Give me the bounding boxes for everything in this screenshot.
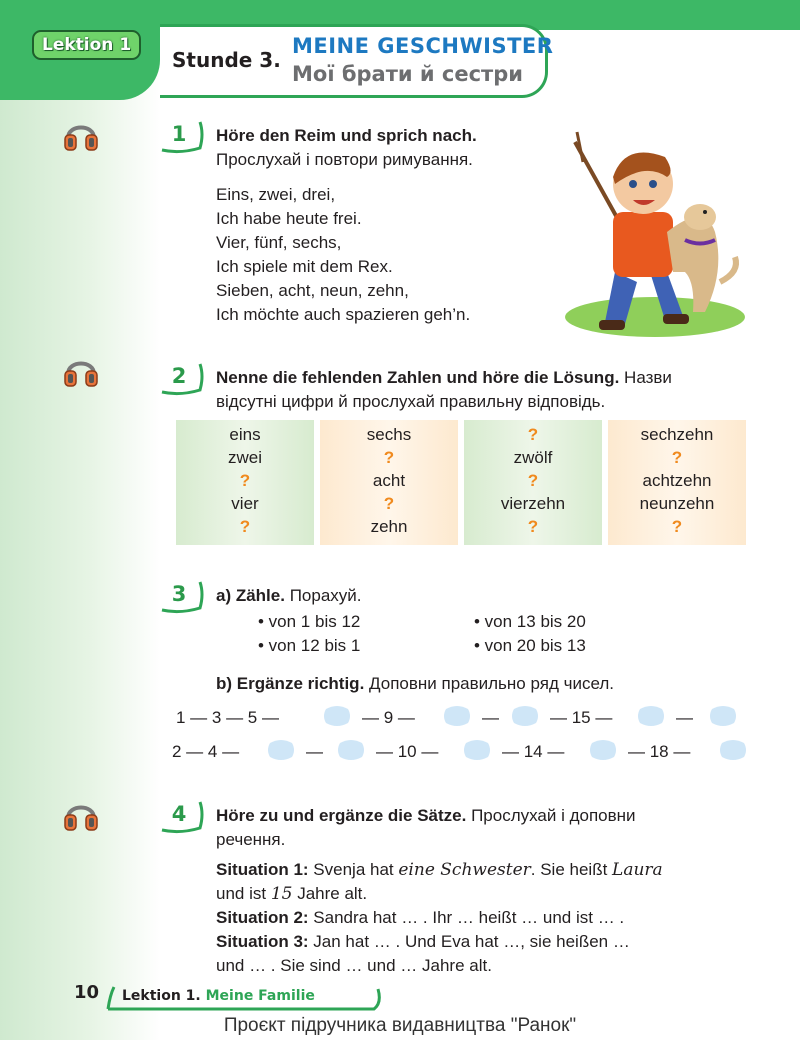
grid-cell: zehn [370,517,408,536]
blank-cloud[interactable] [718,737,748,763]
grid-cell-missing: ? [383,448,395,467]
exercise-4-translation: речення. [216,830,286,849]
blank-cloud[interactable] [708,703,738,729]
situation-1 [216,858,756,882]
grid-cell-missing: ? [239,471,251,490]
grid-cell: vier [231,494,259,513]
sequence-segment: 2 — 4 — [172,742,240,761]
number-column [176,420,314,545]
sequence-segment: — 18 — [628,742,691,761]
grid-cell: acht [372,471,406,490]
situation-text: und ist [216,884,267,903]
count-range: • von 13 bis 20 [474,612,586,631]
blank-cloud[interactable] [462,737,492,763]
count-range: • von 12 bis 1 [258,636,361,655]
grid-cell: achtzehn [642,471,712,490]
exercise-1-translation: Прослухай і повтори римування. [216,150,473,169]
exercise-3a-translation: Порахуй. [289,586,362,605]
situation-text: . Sie heißt [530,860,608,879]
handwritten-answer: Laura [612,860,663,880]
count-range: • von 20 bis 13 [474,636,586,655]
footer-lektion: Lektion 1. [122,988,201,1004]
number-grid [176,420,746,545]
exercise-4-number: 4 [160,800,198,832]
exercise-1-instruction: Höre den Reim und sprich nach. [216,126,477,145]
grid-cell-missing: ? [527,517,539,536]
blank-cloud[interactable] [588,737,618,763]
grid-cell-missing: ? [671,517,683,536]
headphones-icon[interactable] [62,116,100,154]
blank-cloud[interactable] [636,703,666,729]
blank-cloud[interactable] [442,703,472,729]
exercise-2-translation-start: Назви [624,368,672,387]
grid-cell: sechs [366,425,412,444]
exercise-4-instruction-de: Höre zu und ergänze die Sätze. [216,806,467,825]
situation-2 [216,906,624,930]
rhyme-line: Ich spiele mit dem Rex. [216,257,393,276]
footer-title [122,988,315,1004]
situation-label: Situation 2: [216,908,309,927]
sequence-segment: 1 — 3 — 5 — [176,708,279,727]
sequence-segment: — 9 — [362,708,415,727]
grid-cell: sechzehn [640,425,714,444]
exercise-3b-label: b) Ergänze richtig. [216,674,365,693]
grid-cell: zwei [227,448,262,467]
exercise-3a-label: a) Zähle. [216,586,285,605]
sequence-segment: — 14 — [502,742,565,761]
page-title-german: MEINE GESCHWISTER [292,34,554,58]
blank-cloud[interactable] [336,737,366,763]
situation-3-continued: und … . Sie sind … und … Jahre alt. [216,956,492,975]
rhyme-line: Ich habe heute frei. [216,209,362,228]
exercise-3a-instruction [216,584,362,608]
number-column [464,420,602,545]
rhyme-line: Eins, zwei, drei, [216,185,336,204]
exercise-4-instruction [216,804,756,828]
footer-topic: Meine Familie [205,988,315,1004]
grid-cell-missing: ? [671,448,683,467]
sequence-segment: — 10 — [376,742,439,761]
lektion-badge: Lektion 1 [32,30,141,60]
exercise-2-instruction-de: Nenne die fehlenden Zahlen und höre die Lösung. [216,368,620,387]
situation-text: Jahre alt. [297,884,368,903]
grid-cell: zwölf [513,448,553,467]
situation-3 [216,930,630,954]
exercise-2-translation: відсутні цифри й прослухай правильну відповідь. [216,392,606,411]
exercise-4-translation-start: Прослухай і доповни [471,806,636,825]
grid-cell: neunzehn [639,494,715,513]
sequence-segment: — [676,708,693,727]
grid-cell-missing: ? [383,494,395,513]
blank-cloud[interactable] [322,703,352,729]
situation-1-continued [216,882,367,906]
left-margin-strip [0,0,160,1040]
count-range: • von 1 bis 12 [258,612,361,631]
sequence-segment: — 15 — [550,708,613,727]
blank-cloud[interactable] [266,737,296,763]
sequence-segment: — [306,742,323,761]
number-column [320,420,458,545]
grid-cell-missing: ? [527,471,539,490]
sequence-segment: — [482,708,499,727]
handwritten-answer: eine Schwester [398,860,531,880]
rhyme-line: Vier, fünf, sechs, [216,233,342,252]
situation-label: Situation 1: [216,860,309,879]
grid-cell: eins [229,425,261,444]
grid-cell-missing: ? [239,517,251,536]
lesson-number: Stunde 3. [172,48,281,72]
page-number: 10 [74,982,100,1003]
headphones-icon[interactable] [62,796,100,834]
exercise-3-number: 3 [160,580,198,612]
situation-text: Jan hat … . Und Eva hat …, sie heißen … [313,932,630,951]
headphones-icon[interactable] [62,352,100,390]
blank-cloud[interactable] [510,703,540,729]
publisher-caption: Проєкт підручника видавництва "Ранок" [223,1015,577,1036]
exercise-1-number: 1 [160,120,198,152]
page-title-ukrainian: Мої брати й сестри [292,62,523,86]
rhyme-line: Sieben, acht, neun, zehn, [216,281,409,300]
exercise-2-number: 2 [160,362,198,394]
rhyme-line: Ich möchte auch spazieren geh’n. [216,305,471,324]
situation-text: Svenja hat [313,860,394,879]
situation-text: Sandra hat … . Ihr … heißt … und ist … . [313,908,625,927]
grid-cell: vierzehn [500,494,566,513]
grid-cell-missing: ? [527,425,539,444]
number-column [608,420,746,545]
situation-label: Situation 3: [216,932,309,951]
exercise-3b-translation: Доповни правильно ряд чисел. [369,674,614,693]
handwritten-answer: 15 [270,884,293,904]
exercise-3b-instruction [216,672,614,696]
boy-with-dog-illustration [555,122,745,340]
exercise-2-instruction [216,366,756,390]
